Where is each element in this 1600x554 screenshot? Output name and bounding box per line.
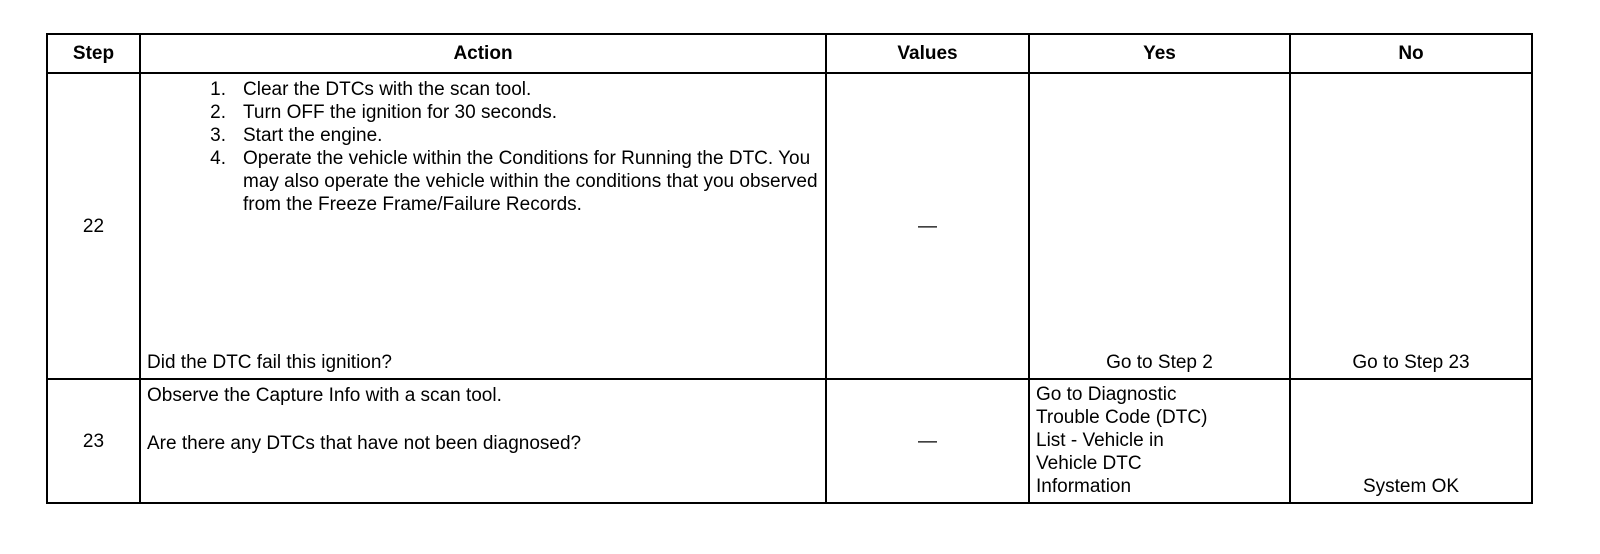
action-step [210, 124, 819, 147]
action-step-text: Turn OFF the ignition for 30 seconds. [243, 102, 558, 123]
action-step-text: Start the engine. [243, 125, 383, 146]
header-step: Step [47, 34, 140, 73]
action-cell [140, 73, 826, 379]
action-step [210, 78, 819, 101]
values-cell [826, 73, 1029, 379]
header-values: Values [826, 34, 1029, 73]
header-action: Action [140, 34, 826, 73]
action-step-number: 3. [210, 125, 226, 146]
header-no: No [1290, 34, 1532, 73]
diagnostic-table [46, 33, 1533, 504]
action-instruction: Observe the Capture Info with a scan tool. [147, 385, 502, 406]
no-cell: Go to Step 23 [1290, 73, 1532, 379]
table-row-step-23 [47, 379, 1532, 503]
yes-line: Information [1036, 476, 1132, 497]
action-step-number: 2. [210, 102, 226, 123]
yes-line: List - Vehicle in [1036, 430, 1164, 451]
step-number: 22 [47, 73, 140, 379]
action-step [210, 101, 819, 124]
header-row [47, 34, 1532, 73]
action-question: Did the DTC fail this ignition? [147, 352, 392, 373]
values-cell [826, 379, 1029, 503]
action-cell [140, 379, 826, 503]
yes-line: Trouble Code (DTC) [1036, 407, 1208, 428]
header-yes: Yes [1029, 34, 1290, 73]
action-step-number: 4. [210, 148, 226, 169]
no-cell: System OK [1290, 379, 1532, 503]
action-question: Are there any DTCs that have not been diagnosed? [147, 433, 582, 454]
action-steps-list [147, 78, 819, 216]
action-step [210, 147, 819, 216]
yes-line: Go to Diagnostic [1036, 384, 1177, 405]
yes-cell [1029, 379, 1290, 503]
values-dash: — [918, 430, 937, 452]
action-step-text: Clear the DTCs with the scan tool. [243, 79, 532, 100]
values-dash: — [918, 215, 937, 237]
yes-line: Vehicle DTC [1036, 453, 1142, 474]
step-number: 23 [47, 379, 140, 503]
action-step-number: 1. [210, 79, 226, 100]
yes-cell: Go to Step 2 [1029, 73, 1290, 379]
action-step-text: Operate the vehicle within the Conditions for Running the DTC. You may also operate the vehicle within the conditions that you observed from the Freeze Frame/Failure Records. [243, 148, 818, 215]
table-row-step-22 [47, 73, 1532, 379]
